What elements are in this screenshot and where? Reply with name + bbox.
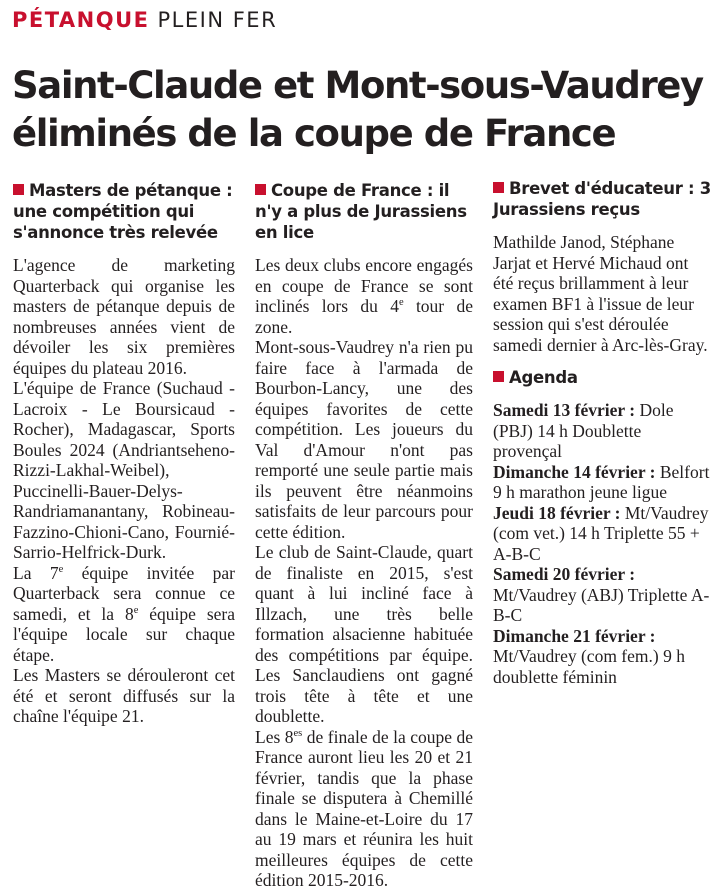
coupe-paragraph: Mont-sous-Vaudrey n'a rien pu faire face à l'armada de Bourbon-Lancy, une des équipes favorites de cette compétition. Les joueurs du Val d'Amour n'ont pas remporté une seule partie mais ils peuvent être néanmoins satisfaits de leur parcours pour cette édition. — [255, 337, 473, 542]
brevet-title: Brevet d'éducateur : 3 Jurassiens reçus — [493, 179, 711, 219]
masters-title: Masters de pétanque : une compétition qui s'annonce très relevée — [13, 181, 233, 242]
column-2 — [255, 180, 473, 891]
agenda-item: Jeudi 18 février : Mt/Vaudrey (com vet.) 14 h Triplette 55 + A-B-C — [493, 502, 709, 564]
agenda-list — [493, 400, 713, 687]
bullet-square-icon — [255, 184, 266, 195]
coupe-paragraph: Les deux clubs encore engagés en coupe de France se sont inclinés lors du 4e tour de zone. — [255, 255, 473, 337]
column-3 — [493, 178, 713, 687]
coupe-title: Coupe de France : il n'y a plus de Jurassiens en lice — [255, 181, 467, 242]
headline: Saint-Claude et Mont-sous-Vaudrey éliminés de la coupe de France — [12, 64, 703, 155]
bullet-square-icon — [493, 182, 504, 193]
section-kicker — [12, 7, 277, 33]
agenda-item: Samedi 20 février : Mt/Vaudrey (ABJ) Triplette A-B-C — [493, 564, 710, 625]
agenda-title: Agenda — [493, 367, 713, 388]
agenda-item: Dimanche 14 février : Belfort 9 h marathon jeune ligue — [493, 461, 710, 502]
coupe-paragraph: Les $8^{es}$ de finale de la coupe de France auront lieu les 20 et 21 février, tandis que la phase finale se disputera à Chemillé dans le Maine-et-Loire du 17 au 19 mars et réunira les huit meilleures équipes de cette édition 2015-2016. — [255, 726, 473, 890]
subsection-label: PLEIN FER — [157, 8, 278, 32]
masters-paragraph: L'agence de marketing Quarterback qui organise les masters de pétanque depuis de nombreuses années vient de dévoiler les six premières équipes du plateau 2016. — [13, 255, 235, 378]
bullet-square-icon — [493, 371, 504, 382]
column-1 — [13, 180, 235, 727]
agenda-item: Dimanche 21 février : Mt/Vaudrey (com fem.) 9 h doublette féminin — [493, 625, 685, 687]
coupe-paragraph: Le club de Saint-Claude, quart de finaliste en 2015, s'est quant à lui incliné face à Illzach, une très belle formation alsacienne habituée des compétitions par équipe. Les Sanclaudiens ont gagné trois tête à tête et une doublette. — [255, 542, 473, 726]
section-label: PÉTANQUE — [12, 8, 150, 32]
bullet-square-icon — [13, 184, 24, 195]
brevet-paragraph: Mathilde Janod, Stéphane Jarjat et Hervé Michaud ont été reçus brillamment à leur examen BF1 à l'issue de leur session qui s'est déroulée samedi dernier à Arc-lès-Gray. — [493, 232, 708, 355]
agenda-item: Samedi 13 février : Dole (PBJ) 14 h Doublette provençal — [493, 400, 674, 461]
masters-paragraph: Les Masters se dérouleront cet été et seront diffusés sur la chaîne l'équipe 21. — [13, 665, 235, 726]
masters-paragraph: La 7e équipe invitée par Quarterback sera connue ce samedi, et la 8e équipe sera l'équipe locale sur chaque étape. — [13, 562, 235, 665]
masters-paragraph: L'équipe de France (Suchaud - Lacroix - Le Boursicaud - Rocher), Madagascar, Sports Boules 2024 (Andriantseheno-Rizzi-Lakhal-Weibel), Puccinelli-Bauer-Delys-Randriamanantany, Robineau-Fazzino-Chioni-Cano, Fournié-Sarrio-Helfrick-Durk. — [13, 378, 235, 562]
